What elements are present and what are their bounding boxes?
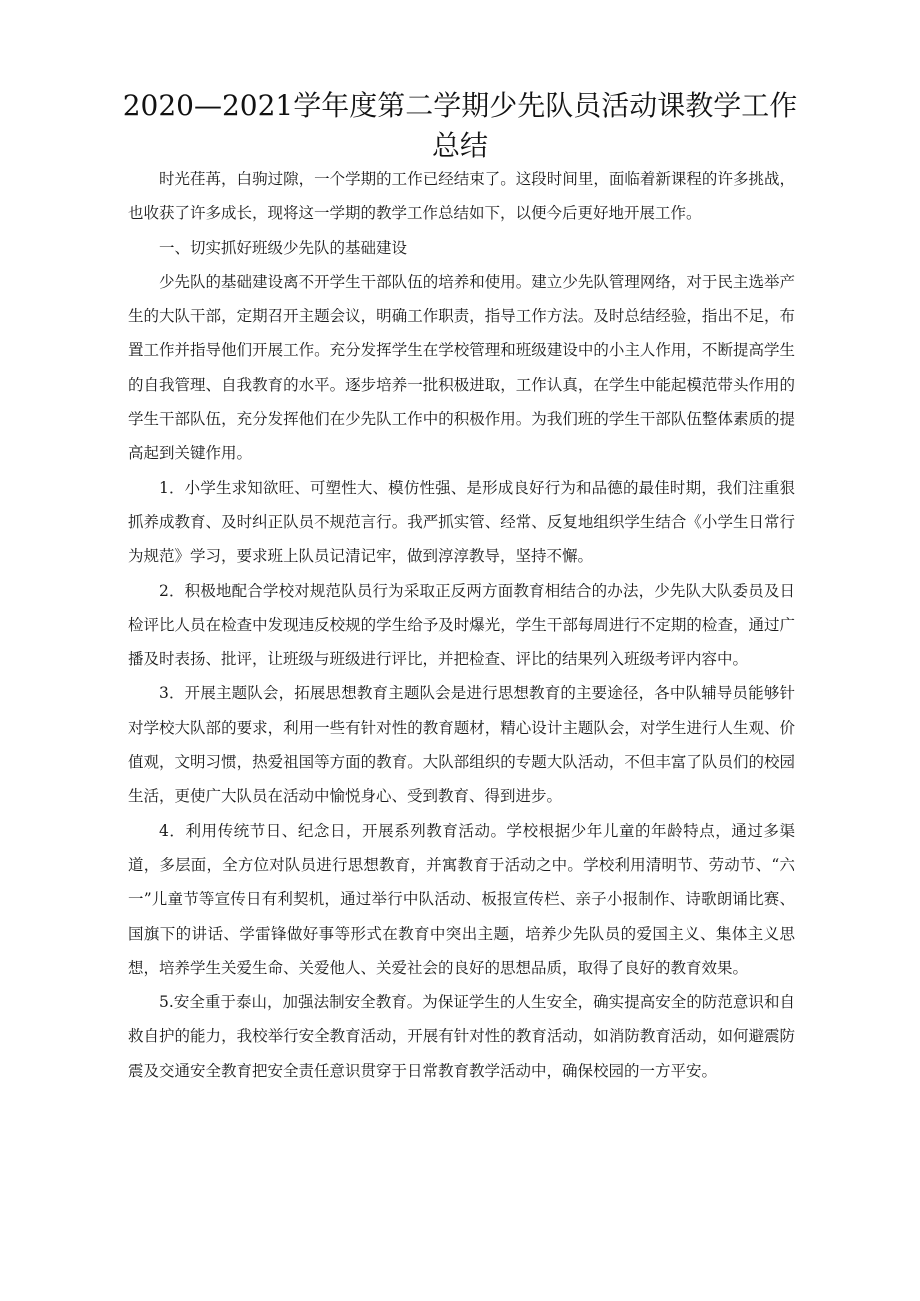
document-title-line-2: 总结 <box>431 129 488 162</box>
list-item-2: 2．积极地配合学校对规范队员行为采取正反两方面教育相结合的办法，少先队大队委员及日检评比人员在检查中发现违反校规的学生给予及时爆光，学生干部每周进行不定期的检查，通过广播及时表扬、批评，让班级与班级进行评比，并把检查、评比的结果列入班级考评内容中。 <box>128 581 795 669</box>
body-paragraph: 少先队的基础建设离不开学生干部队伍的培养和使用。建立少先队管理网络，对于民主选举产生的大队干部，定期召开主题会议，明确工作职责，指导工作方法。及时总结经验，指出不足，布置工作并指导他们开展工作。充分发挥学生在学校管理和班级建设中的小主人作用，不断提高学生的自我管理、自我教育的水平。逐步培养一批积极进取，工作认真，在学生中能起模范带头作用的学生干部队伍，充分发挥他们在少先队工作中的积极作用。为我们班的学生干部队伍整体素质的提高起到关键作用。 <box>128 272 795 463</box>
section-heading: 一、切实抓好班级少先队的基础建设 <box>159 238 408 257</box>
document-body <box>128 162 795 1088</box>
intro-paragraph: 时光荏苒，白驹过隙，一个学期的工作已经结束了。这段时间里，面临着新课程的许多挑战，也收获了许多成长，现将这一学期的教学工作总结如下，以便今后更好地开展工作。 <box>128 170 795 223</box>
list-item-3: 3．开展主题队会，拓展思想教育主题队会是进行思想教育的主要途径，各中队辅导员能够针对学校大队部的要求，利用一些有针对性的教育题材，精心设计主题队会，对学生进行人生观、价值观，文明习惯，热爱祖国等方面的教育。大队部组织的专题大队活动，不但丰富了队员们的校园生活，更使广大队员在活动中愉悦身心、受到教育、得到进步。 <box>128 684 795 806</box>
list-item-1: 1．小学生求知欲旺、可塑性大、模仿性强、是形成良好行为和品德的最佳时期，我们注重狠抓养成教育、及时纠正队员不规范言行。我严抓实管、经常、反复地组织学生结合《小学生日常行为规范》学习，要求班上队员记清记牢，做到淳淳教导，坚持不懈。 <box>128 478 795 566</box>
list-item-4: 4．利用传统节日、纪念日，开展系列教育活动。学校根据少年儿童的年龄特点，通过多渠道，多层面，全方位对队员进行思想教育，并寓教育于活动之中。学校利用清明节、劳动节、“六一”儿童节等宣传日有利契机，通过举行中队活动、板报宣传栏、亲子小报制作、诗歌朗诵比赛、国旗下的讲话、学雷锋做好事等形式在教育中突出主题，培养少先队员的爱国主义、集体主义思想，培养学生关爱生命、关爱他人、关爱社会的良好的思想品质，取得了良好的教育效果。 <box>128 821 795 977</box>
list-item-5: 5.安全重于泰山，加强法制安全教育。为保证学生的人生安全，确实提高安全的防范意识和自救自护的能力，我校举行安全教育活动，开展有针对性的教育活动，如消防教育活动，如何避震防震及交通安全教育把安全责任意识贯穿于日常教育教学活动中，确保校园的一方平安。 <box>128 993 795 1080</box>
document-title-line-1: 2020—2021学年度第二学期少先队员活动课教学工作 <box>122 89 798 122</box>
